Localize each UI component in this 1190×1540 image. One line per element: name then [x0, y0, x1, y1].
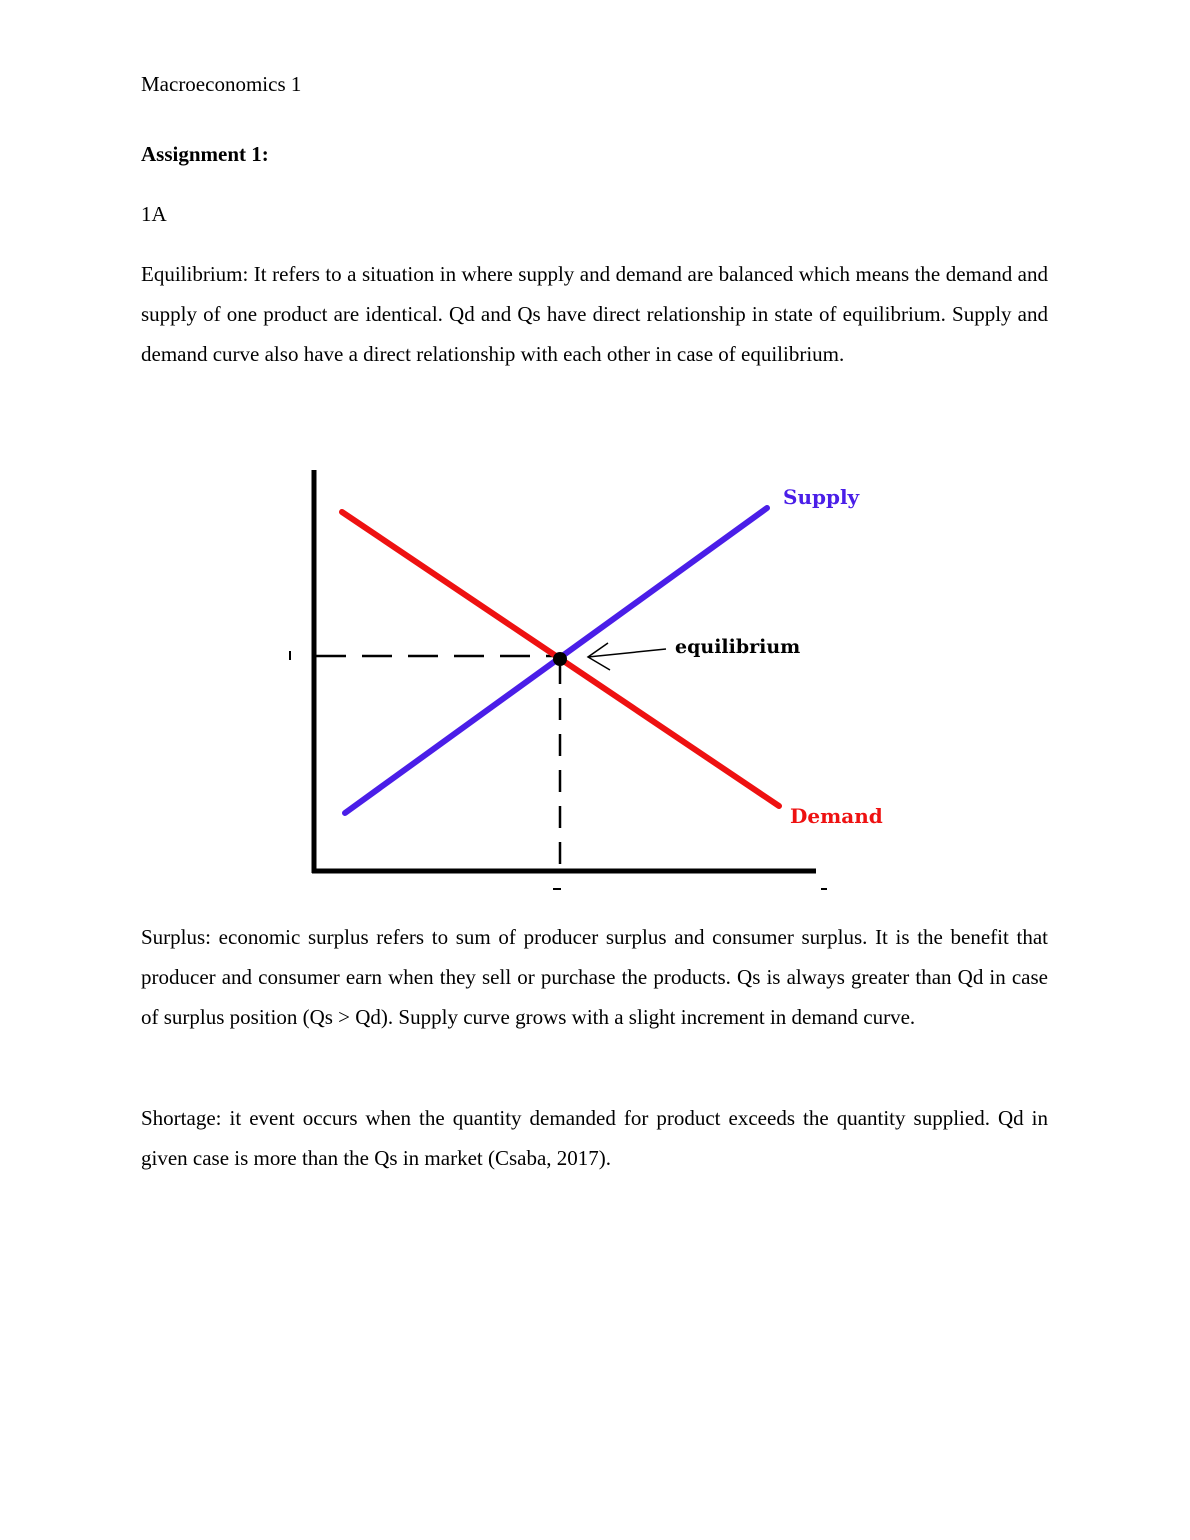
- document-header: Macroeconomics 1: [141, 72, 302, 96]
- supply-label: Supply: [783, 485, 860, 509]
- paragraph-shortage: Shortage: it event occurs when the quantity demanded for product exceeds the quantity supplied. Qd in given case is more than the Qs in market (Csaba, 2017).: [141, 1106, 1048, 1170]
- assignment-heading: Assignment 1:: [141, 142, 269, 166]
- equilibrium-label: equilibrium: [675, 636, 801, 658]
- arrow-icon: [588, 643, 666, 670]
- demand-label: Demand: [790, 804, 883, 828]
- section-label: 1A: [141, 202, 167, 226]
- equilibrium-point: [553, 652, 567, 666]
- paragraph-surplus: Surplus: economic surplus refers to sum of producer surplus and consumer surplus. It is the benefit that producer and consumer earn when they sell or purchase the products. Qs is always greater than Qd in case of surplus position (Qs > Qd). Supply curve grows with a slight increment in demand curve.: [141, 925, 1048, 1029]
- paragraph-equilibrium: Equilibrium: It refers to a situation in where supply and demand are balanced which means the demand and supply of one product are identical. Qd and Qs have direct relationship in state of equilibrium. Supply and demand curve also have a direct relationship with each other in case of equilibrium.: [141, 262, 1048, 366]
- supply-demand-chart: [285, 462, 905, 892]
